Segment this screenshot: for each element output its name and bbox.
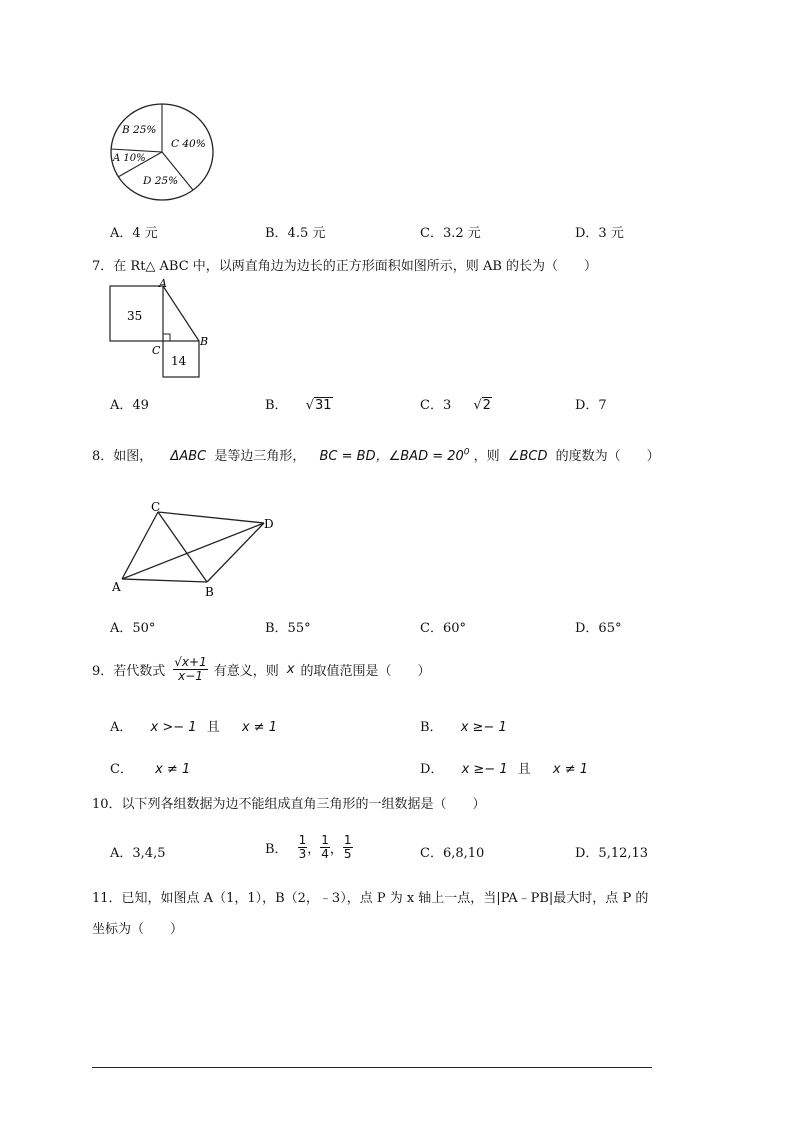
footer-divider <box>92 1067 652 1068</box>
q10-fraction-2 <box>320 834 330 861</box>
q8-suffix: 的度数为（ ） <box>555 449 660 464</box>
q9-prefix: 9．若代数式 <box>92 664 166 679</box>
q8-angle: ∠BCD <box>507 449 548 464</box>
q11-stem-line2: 坐标为（ ） <box>92 922 184 937</box>
q8-stem <box>92 445 660 464</box>
q9-option-a <box>110 716 277 735</box>
q8-vertex-a: A <box>112 580 121 594</box>
q8-condition: BC = BD，∠BAD = 20 <box>319 449 464 464</box>
q10-separator-2: ， <box>329 842 343 857</box>
q10-fraction-2-num: 1 <box>321 833 329 847</box>
q7-option-c <box>420 394 492 413</box>
q9-option-b-label: B． <box>420 720 443 735</box>
q10-fraction-1 <box>298 834 308 861</box>
q8-degree-sup: 0 <box>463 447 470 458</box>
q10-option-c: C．6,8,10 <box>420 846 485 861</box>
q8-triangle: ΔABC <box>170 449 207 464</box>
q10-option-d: D．5,12,13 <box>575 846 649 861</box>
q10-fraction-1-den: 3 <box>298 847 307 861</box>
q7-stem: 7．在 Rt△ ABC 中，以两直角边为边长的正方形面积如图所示，则 AB 的长为（ ） <box>92 259 598 274</box>
q10-option-a: A．3,4,5 <box>110 846 166 861</box>
q7-option-b-radicand: 31 <box>315 398 332 413</box>
q6-option-a: A．4 元 <box>110 226 158 241</box>
q9-option-c-expr: x ≠ 1 <box>155 762 191 777</box>
q9-numerator: √x+1 <box>174 655 207 669</box>
q10-option-b <box>265 834 353 861</box>
q9-option-d-expr2: x ≠ 1 <box>552 762 589 777</box>
q8-vertex-b: B <box>205 585 214 599</box>
q8-option-c: C．60° <box>420 621 466 636</box>
q7-vertex-b: B <box>200 335 209 348</box>
q6-option-d: D．3 元 <box>575 226 624 241</box>
q8-mid: 是等边三角形， <box>214 449 306 464</box>
q8-option-a: A．50° <box>110 621 156 636</box>
pie-label-c: C 40% <box>171 138 206 150</box>
q9-option-d <box>420 758 588 777</box>
q9-option-d-expr1: x ≥− 1 <box>461 762 508 777</box>
q10-fraction-1-num: 1 <box>298 833 307 847</box>
q7-option-d: D．7 <box>575 398 607 413</box>
q10-separator-1: ， <box>307 842 321 857</box>
q6-option-c: C．3.2 元 <box>420 226 481 241</box>
q7-option-c-radicand: 2 <box>482 398 491 413</box>
q8-figure <box>108 498 288 602</box>
q8-vertex-c: C <box>151 500 161 514</box>
q9-option-a-expr1: x >− 1 <box>150 720 197 735</box>
q7-vertex-a: A <box>159 278 167 290</box>
q7-square-area-14: 14 <box>171 354 187 368</box>
q9-option-b <box>420 716 507 735</box>
q8-option-b: B．55° <box>265 621 311 636</box>
q8-comma: ，则 <box>473 449 500 464</box>
pie-label-b: B 25% <box>122 124 157 136</box>
q8-option-d: D．65° <box>575 621 622 636</box>
q7-option-a: A．49 <box>110 398 149 413</box>
q9-option-d-and: 且 <box>517 762 531 777</box>
q9-option-a-expr2: x ≠ 1 <box>241 720 277 735</box>
q8-vertex-d: D <box>264 517 274 531</box>
q10-fraction-3-den: 5 <box>343 847 352 861</box>
q9-stem <box>92 656 430 683</box>
q9-option-b-expr: x ≥− 1 <box>460 720 507 735</box>
pie-label-a: A 10% <box>113 153 146 164</box>
pie-label-d: D 25% <box>143 175 179 187</box>
q11-stem-line1: 11．已知，如图点 A（1，1），B（2，﹣3），点 P 为 x 轴上一点，当|PA﹣PB|最大时，点 P 的 <box>92 891 649 906</box>
q6-option-b: B．4.5 元 <box>265 226 326 241</box>
q10-fraction-3 <box>343 834 353 861</box>
q9-suffix: 的取值范围是（ ） <box>300 664 431 679</box>
q7-vertex-c: C <box>152 344 161 357</box>
q9-option-a-and: 且 <box>206 720 220 735</box>
q10-fraction-2-den: 4 <box>321 847 329 861</box>
q9-option-c <box>110 758 190 777</box>
q9-denominator: x−1 <box>178 669 203 683</box>
pie-chart-figure <box>106 100 218 204</box>
q7-figure <box>100 278 220 382</box>
q9-option-d-label: D． <box>420 762 444 777</box>
q8-prefix: 8．如图， <box>92 449 153 464</box>
q7-square-area-35: 35 <box>127 309 143 323</box>
q7-option-c-sqrt: √2 <box>473 398 491 413</box>
q7-option-b <box>265 394 333 413</box>
q9-variable: x <box>286 662 295 677</box>
q10-fraction-3-num: 1 <box>343 833 352 847</box>
q9-fraction <box>173 656 207 683</box>
q9-option-c-label: C． <box>110 762 133 777</box>
q7-option-b-sqrt: √31 <box>305 398 332 413</box>
q10-stem: 10．以下列各组数据为边不能组成直角三角形的一组数据是（ ） <box>92 797 486 812</box>
q7-option-c-label: C．3 <box>420 398 452 413</box>
q7-option-b-label: B． <box>265 398 288 413</box>
q9-option-a-label: A． <box>110 720 133 735</box>
q10-option-b-label: B． <box>265 842 288 857</box>
q9-mid: 有意义，则 <box>213 664 279 679</box>
